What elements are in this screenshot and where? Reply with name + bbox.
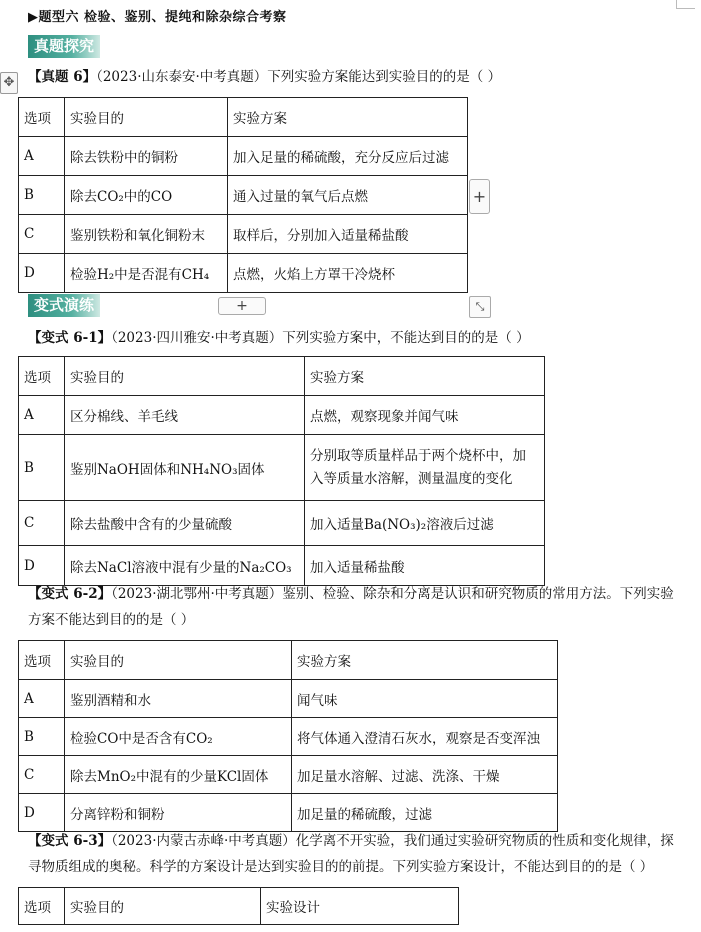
purpose-cell: 除去MnO₂中混有的少量KCl固体 — [65, 756, 292, 794]
question-text: 下列实验方案能达到实验目的的是（ ） — [267, 69, 502, 85]
purpose-cell: 区分棉线、羊毛线 — [65, 396, 305, 435]
option-cell: D — [19, 794, 65, 832]
variant-6-2-stem-line-1 — [28, 581, 688, 607]
plan-cell: 将气体通入澄清石灰水，观察是否变浑浊 — [292, 718, 558, 756]
table-row — [19, 718, 558, 756]
header-cell: 实验设计 — [261, 888, 459, 925]
plan-cell: 加足量水溶解、过滤、洗涤、干燥 — [292, 756, 558, 794]
table-row — [19, 396, 545, 435]
table-header-row — [19, 888, 459, 925]
purpose-cell: 鉴别NaOH固体和NH₄NO₃固体 — [65, 435, 305, 501]
plan-cell: 点燃，火焰上方罩干冷烧杯 — [228, 254, 468, 293]
option-cell: A — [19, 137, 65, 176]
table-row — [19, 137, 468, 176]
table-row — [19, 546, 545, 586]
option-cell: A — [19, 680, 65, 718]
plan-cell: 通入过量的氧气后点燃 — [228, 176, 468, 215]
header-cell: 实验目的 — [65, 98, 228, 137]
question-6-table — [18, 97, 468, 293]
plan-cell: 点燃，观察现象并闻气味 — [305, 396, 545, 435]
plan-cell: 加入适量稀盐酸 — [305, 546, 545, 586]
purpose-cell: 检验CO中是否含有CO₂ — [65, 718, 292, 756]
question-source: （2023·山东泰安·中考真题） — [96, 69, 268, 85]
variant-6-3-table — [18, 887, 459, 925]
header-cell: 实验目的 — [65, 357, 305, 396]
table-row — [19, 501, 545, 546]
table-row — [19, 176, 468, 215]
purpose-cell: 除去NaCl溶液中混有少量的Na₂CO₃ — [65, 546, 305, 586]
add-column-button[interactable]: + — [469, 179, 490, 214]
option-cell: B — [19, 435, 65, 501]
question-label: 【真题 6】 — [28, 69, 97, 85]
page-corner-mark — [676, 0, 695, 9]
option-cell: D — [19, 254, 65, 293]
option-cell: C — [19, 215, 65, 254]
plan-cell: 加入足量的稀硫酸，充分反应后过滤 — [228, 137, 468, 176]
purpose-cell: 除去铁粉中的铜粉 — [65, 137, 228, 176]
table-row — [19, 680, 558, 718]
plan-cell: 加入适量Ba(NO₃)₂溶液后过滤 — [305, 501, 545, 546]
header-cell: 实验目的 — [65, 641, 292, 680]
plan-cell: 加足量的稀硫酸，过滤 — [292, 794, 558, 832]
header-cell: 选项 — [19, 888, 65, 925]
header-cell: 实验目的 — [65, 888, 261, 925]
table-row — [19, 254, 468, 293]
header-cell: 选项 — [19, 641, 65, 680]
header-cell: 选项 — [19, 357, 65, 396]
header-cell: 实验方案 — [228, 98, 468, 137]
variant-6-2-table — [18, 640, 558, 832]
table-row — [19, 435, 545, 501]
question-text: 下列实验方案中，不能达到目的的是（ ） — [282, 330, 530, 346]
plan-cell: 分别取等质量样品于两个烧杯中，加入等质量水溶解，测量温度的变化 — [305, 435, 545, 501]
variant-6-1-table — [18, 356, 545, 586]
question-text: 化学离不开实验，我们通过实验研究物质的性质和变化规律，探 — [295, 833, 674, 849]
section-heading: ▶题型六 检验、鉴别、提纯和除杂综合考察 — [28, 10, 287, 25]
variant-6-1-stem — [28, 325, 688, 351]
variant-6-2-stem-line-2: 方案不能达到目的的是（ ） — [28, 612, 195, 628]
option-cell: A — [19, 396, 65, 435]
variant-tag: 变式演练 — [28, 294, 100, 317]
header-cell: 选项 — [19, 98, 65, 137]
real-exam-tag: 真题探究 — [28, 35, 100, 58]
purpose-cell: 检验H₂中是否混有CH₄ — [65, 254, 228, 293]
table-header-row — [19, 641, 558, 680]
question-label: 【变式 6-3】 — [28, 833, 112, 849]
variant-6-3-stem-line-1 — [28, 828, 688, 854]
header-cell: 实验方案 — [292, 641, 558, 680]
table-row — [19, 215, 468, 254]
question-label: 【变式 6-2】 — [28, 586, 112, 602]
question-source: （2023·四川雅安·中考真题） — [111, 330, 283, 346]
table-move-handle[interactable]: ✥ — [0, 72, 18, 94]
option-cell: C — [19, 501, 65, 546]
table-resize-handle[interactable]: ⤡ — [469, 296, 491, 318]
option-cell: B — [19, 176, 65, 215]
header-cell: 实验方案 — [305, 357, 545, 396]
plan-cell: 取样后，分别加入适量稀盐酸 — [228, 215, 468, 254]
option-cell: D — [19, 546, 65, 586]
plan-cell: 闻气味 — [292, 680, 558, 718]
question-source: （2023·内蒙古赤峰·中考真题） — [111, 833, 296, 849]
table-row — [19, 794, 558, 832]
question-text: 鉴别、检验、除杂和分离是认识和研究物质的常用方法。下列实验 — [282, 586, 674, 602]
question-6-stem — [28, 64, 688, 90]
table-row — [19, 756, 558, 794]
question-source: （2023·湖北鄂州·中考真题） — [111, 586, 283, 602]
purpose-cell: 除去CO₂中的CO — [65, 176, 228, 215]
purpose-cell: 鉴别铁粉和氧化铜粉末 — [65, 215, 228, 254]
purpose-cell: 除去盐酸中含有的少量硫酸 — [65, 501, 305, 546]
variant-6-3-stem-line-2: 寻物质组成的奥秘。科学的方案设计是达到实验目的的前提。下列实验方案设计，不能达到目的的是（ ） — [28, 859, 654, 875]
table-header-row — [19, 357, 545, 396]
table-header-row — [19, 98, 468, 137]
option-cell: B — [19, 718, 65, 756]
purpose-cell: 鉴别酒精和水 — [65, 680, 292, 718]
purpose-cell: 分离锌粉和铜粉 — [65, 794, 292, 832]
add-row-button[interactable]: + — [218, 297, 266, 315]
option-cell: C — [19, 756, 65, 794]
question-label: 【变式 6-1】 — [28, 330, 112, 346]
